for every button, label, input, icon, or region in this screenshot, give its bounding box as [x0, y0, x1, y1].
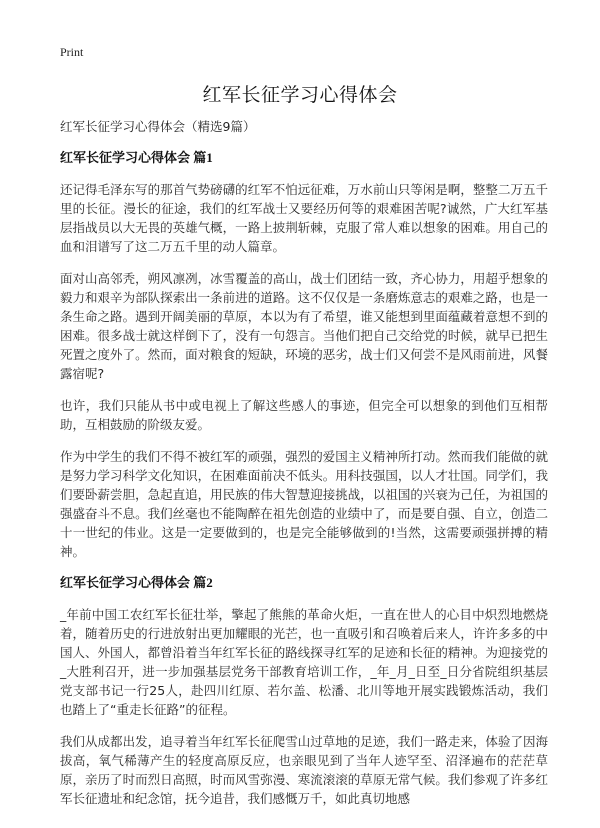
section-1-paragraph-4: 作为中学生的我们不得不被红军的顽强，强烈的爱国主义精神所打动。然而我们能做的就是努力学习科学文化知识，在困难面前决不低头。用科技强国，以人才壮国。同学们，我们要卧薪尝胆，急起直追，用民族的伟大智慧迎接挑战，以祖国的兴衰为己任，为祖国的强盛奋斗不息。我们丝毫也不能陶醉在祖先创造的业绩中了，而是要自强、自立，创造二十一世纪的伟业。这是一定要做到的，也是完全能够做到的!当然，这需要顽强拼搏的精神。 [60, 449, 548, 559]
section-1-paragraph-1: 还记得毛泽东写的那首气势磅礴的红军不怕远征难，万水前山只等闲是啊，整整二万五千里的长征。漫长的征途，我们的红军战士又要经历何等的艰难困苦呢?诚然，广大红军基层指战员以大无畏的英雄气概，一路上披荆斩棘，克服了常人难以想象的困难。用自己的血和泪谱写了这二万五千里的动人篇章。 [60, 182, 548, 254]
section-2-paragraph-1: _年前中国工农红军长征壮举，擎起了熊熊的革命火炬，一直在世人的心目中炽烈地燃烧着，随着历史的行进放射出更加耀眼的光芒，也一直吸引和召唤着后来人，许许多多的中国人、外国人，都曾沿着当年红军长征的路线探寻红军的足迹和长征的精神。为迎接党的_大胜利召开，进一步加强基层党务干部教育培训工作，_年_月_日至_日分省院组织基层党支部书记一行25人，赴四川红原、若尔盖、松潘、北川等地开展实践锻炼活动，我们也踏上了“重走长征路”的征程。 [60, 607, 548, 717]
section-heading-2: 红军长征学习心得体会 篇2 [60, 575, 213, 590]
document-body [60, 118, 548, 821]
section-2-paragraph-2: 我们从成都出发，追寻着当年红军长征爬雪山过草地的足迹，我们一路走来，体验了因海拔高，氧气稀薄产生的轻度高原反应，也亲眼见到了当年人迹罕至、沼泽遍布的茫茫草原，亲历了时而烈日高照，时而风雪弥漫、寒流滚滚的草原无常气候。我们参观了许多红军长征遗址和纪念馆，抚今追昔，我们感慨万千，如此真切地感 [60, 734, 548, 806]
document-title: 红军长征学习心得体会 [202, 84, 398, 106]
section-1-paragraph-2: 面对山高邻秃，朔风凛冽，冰雪覆盖的高山，战士们团结一致，齐心协力，用超乎想象的毅力和艰辛为部队探索出一条前进的道路。这不仅仅是一条磨炼意志的艰难之路，也是一条生命之路。遇到开阔美丽的草原，本以为有了希望，谁又能想到里面蕴藏着意想不到的困难。很多战士就这样倒下了，没有一句怨言。当他们把自己交给党的时候，就早已把生死置之度外了。然而，面对粮食的短缺，环境的恶劣，战士们又何尝不是风雨前进，风餐露宿呢? [60, 271, 548, 381]
print-link[interactable]: Print [60, 45, 84, 59]
section-heading-1: 红军长征学习心得体会 篇1 [60, 150, 213, 165]
section-1-paragraph-3: 也许，我们只能从书中或电视上了解这些感人的事迹，但完全可以想象的到他们互相帮助，互相鼓励的阶级友爱。 [60, 398, 548, 432]
document-subtitle: 红军长征学习心得体会（精选9篇） [60, 119, 256, 134]
